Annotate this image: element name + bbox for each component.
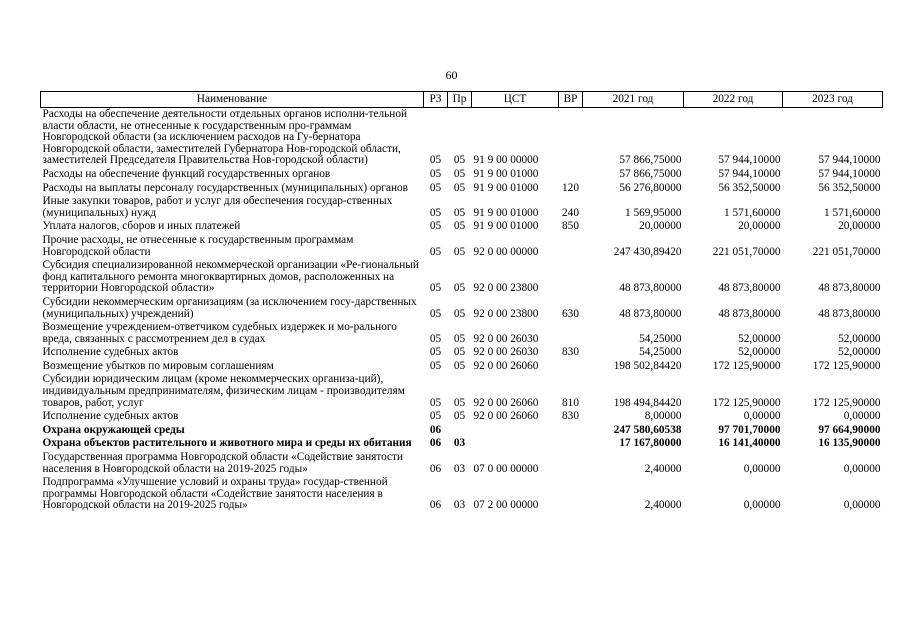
table-body — [41, 108, 883, 514]
row-2023: 20,00000 — [838, 220, 881, 233]
row-cst: 91 9 00 01000 — [473, 220, 539, 233]
table-row — [41, 346, 883, 360]
row-2022: 1 571,60000 — [724, 206, 781, 219]
row-pr: 05 — [453, 346, 466, 359]
table-row — [41, 360, 883, 374]
row-rz: 06 — [429, 437, 442, 450]
row-vr — [559, 451, 583, 476]
row-2023: 48 873,80000 — [818, 282, 881, 295]
table-row — [41, 220, 883, 234]
row-name: Иные закупки товаров, работ и услуг для обеспечения государ-ственных (муниципальных) нужд — [42, 195, 393, 219]
row-vr — [559, 168, 583, 182]
row-vr — [559, 360, 583, 374]
row-2021: 247 580,60538 — [613, 423, 682, 436]
row-rz: 05 — [429, 332, 442, 345]
row-2021: 8,00000 — [644, 410, 682, 423]
row-2022: 0,00000 — [743, 499, 781, 512]
row-2023: 57 944,10000 — [818, 167, 881, 180]
row-cst — [472, 437, 559, 451]
row-rz: 05 — [429, 346, 442, 359]
row-2021: 247 430,89420 — [613, 245, 682, 258]
row-rz: 05 — [429, 181, 442, 194]
row-name: Прочие расходы, не отнесенные к государственным программам Новгородской области — [42, 233, 354, 258]
table-row — [41, 437, 883, 451]
row-name: Исполнение судебных актов — [42, 346, 179, 359]
row-rz: 05 — [429, 282, 442, 295]
table-row — [41, 259, 883, 296]
page-number: 60 — [445, 68, 458, 82]
table-row — [41, 234, 883, 259]
row-rz: 06 — [429, 423, 442, 436]
row-vr — [559, 259, 583, 296]
row-pr: 05 — [453, 282, 466, 295]
row-2022: 57 944,10000 — [718, 167, 781, 180]
row-cst: 92 0 00 26060 — [473, 359, 539, 372]
table-row — [41, 373, 883, 410]
row-2022: 48 873,80000 — [718, 282, 781, 295]
table-row — [41, 424, 883, 438]
row-rz: 05 — [429, 220, 442, 233]
row-cst: 92 0 00 26060 — [473, 396, 539, 409]
row-pr: 03 — [453, 499, 466, 512]
row-pr: 05 — [453, 220, 466, 233]
row-2023: 57 944,10000 — [818, 154, 881, 167]
row-2023: 97 664,90000 — [818, 423, 881, 436]
row-2023: 0,00000 — [843, 410, 881, 423]
table-row — [41, 108, 883, 168]
budget-table — [40, 91, 883, 513]
row-2022: 97 701,70000 — [718, 423, 781, 436]
table-header-row — [41, 92, 883, 108]
row-pr: 05 — [453, 154, 466, 167]
header-rz: РЗ — [424, 92, 448, 108]
row-cst: 07 0 00 00000 — [473, 462, 539, 475]
row-2023: 172 125,90000 — [812, 396, 881, 409]
row-2021: 2,40000 — [644, 499, 682, 512]
row-2021: 48 873,80000 — [619, 307, 682, 320]
row-name: Государственная программа Новгородской области «Содействие занятости населения в Новгородской области на 2019-2025 годы» — [42, 451, 404, 475]
row-2021: 198 494,84420 — [613, 396, 682, 409]
row-cst: 91 9 00 00000 — [473, 154, 539, 167]
table-row — [41, 451, 883, 476]
row-name: Уплата налогов, сборов и иных платежей — [42, 220, 241, 233]
row-cst: 92 0 00 23800 — [473, 282, 539, 295]
row-rz: 06 — [429, 462, 442, 475]
row-2023: 48 873,80000 — [818, 307, 881, 320]
row-vr: 810 — [562, 396, 579, 409]
row-2022: 52,00000 — [738, 332, 781, 345]
row-pr: 05 — [453, 167, 466, 180]
row-vr: 830 — [562, 346, 579, 359]
row-2022: 221 051,70000 — [712, 245, 781, 258]
row-name: Исполнение судебных актов — [42, 410, 179, 423]
row-name: Охрана объектов растительного и животного мира и среды их обитания — [42, 437, 412, 450]
row-vr — [559, 424, 583, 438]
header-cst: ЦСТ — [472, 92, 559, 108]
row-vr: 630 — [562, 307, 579, 320]
row-name: Субсидии некоммерческим организациям (за исключением госу-дарственных (муниципальных) учреждений) — [42, 295, 417, 320]
row-cst: 92 0 00 26030 — [473, 332, 539, 345]
row-rz: 06 — [429, 499, 442, 512]
row-2023: 172 125,90000 — [812, 359, 881, 372]
row-2021: 17 167,80000 — [619, 437, 682, 450]
row-rz: 05 — [429, 307, 442, 320]
row-pr: 05 — [453, 359, 466, 372]
row-vr: 240 — [562, 206, 579, 219]
row-2023: 52,00000 — [838, 346, 881, 359]
row-2021: 2,40000 — [644, 462, 682, 475]
table-row — [41, 321, 883, 346]
table-row — [41, 195, 883, 220]
table-row — [41, 410, 883, 424]
row-pr: 03 — [453, 462, 466, 475]
row-vr — [559, 476, 583, 513]
row-rz: 05 — [429, 206, 442, 219]
row-vr — [559, 437, 583, 451]
row-2021: 20,00000 — [639, 220, 682, 233]
row-2023: 52,00000 — [838, 332, 881, 345]
row-2023: 221 051,70000 — [812, 245, 881, 258]
row-2022: 0,00000 — [743, 462, 781, 475]
row-rz: 05 — [429, 359, 442, 372]
row-name: Субсидии юридическим лицам (кроме некоммерческих организа-ций), индивидуальным предпринимателям, физическим лицам - производителям товаров, работ, услуг — [42, 373, 405, 409]
row-name: Подпрограмма «Улучшение условий и охраны труда» государ-ственной программы Новгородской области «Содействие занятости населения в Новгородской области на 2019-2025 годы» — [42, 476, 388, 512]
row-rz: 05 — [429, 245, 442, 258]
row-pr: 05 — [453, 245, 466, 258]
row-2022: 172 125,90000 — [712, 359, 781, 372]
row-cst — [472, 424, 559, 438]
row-pr: 05 — [453, 396, 466, 409]
row-2021: 1 569,95000 — [625, 206, 682, 219]
row-vr: 830 — [562, 410, 579, 423]
header-vr: ВР — [559, 92, 583, 108]
row-name: Субсидия специализированной некоммерческой организации «Ре-гиональный фонд капитального ремонта многоквартирных домов, расположенных на территории Новгородской области» — [42, 259, 419, 295]
row-cst: 91 9 00 01000 — [473, 206, 539, 219]
table-row — [41, 168, 883, 182]
table-row — [41, 182, 883, 196]
row-name: Охрана окружающей среды — [42, 423, 185, 436]
row-2023: 1 571,60000 — [824, 206, 881, 219]
row-2022: 57 944,10000 — [718, 154, 781, 167]
row-vr — [559, 108, 583, 168]
row-name: Возмещение убытков по мировым соглашениям — [42, 359, 274, 372]
row-name: Расходы на обеспечение функций государственных органов — [42, 167, 331, 180]
row-2023: 0,00000 — [843, 499, 881, 512]
header-2022: 2022 год — [684, 92, 783, 108]
row-rz: 05 — [429, 396, 442, 409]
row-pr: 05 — [453, 181, 466, 194]
row-cst: 92 0 00 26060 — [473, 410, 539, 423]
row-2023: 0,00000 — [843, 462, 881, 475]
row-2021: 198 502,84420 — [613, 359, 682, 372]
row-name: Расходы на обеспечение деятельности отдельных органов исполни-тельной власти области, не отнесенные к государственным про-граммам Новгородской области (за исключением расходов на Гу-бернатора Новгородской области, заместителей Губернатора Нов-городской области, заместителей Председателя Правительства Нов-городской области) — [42, 108, 408, 167]
row-2022: 48 873,80000 — [718, 307, 781, 320]
row-2022: 52,00000 — [738, 346, 781, 359]
table-row — [41, 476, 883, 513]
row-cst: 92 0 00 00000 — [473, 245, 539, 258]
row-2022: 172 125,90000 — [712, 396, 781, 409]
row-2021: 56 276,80000 — [619, 181, 682, 194]
row-2022: 20,00000 — [738, 220, 781, 233]
row-vr: 850 — [562, 220, 579, 233]
row-vr: 120 — [562, 181, 579, 194]
row-vr — [559, 321, 583, 346]
header-2023: 2023 год — [783, 92, 883, 108]
row-2023: 16 135,90000 — [818, 437, 881, 450]
row-2021: 48 873,80000 — [619, 282, 682, 295]
row-2021: 57 866,75000 — [619, 167, 682, 180]
row-2022: 56 352,50000 — [718, 181, 781, 194]
row-2021: 57 866,75000 — [619, 154, 682, 167]
row-pr: 05 — [453, 332, 466, 345]
row-rz: 05 — [429, 167, 442, 180]
row-cst: 91 9 00 01000 — [473, 181, 539, 194]
header-name: Наименование — [41, 92, 424, 108]
row-rz: 05 — [429, 154, 442, 167]
row-2021: 54,25000 — [639, 332, 682, 345]
row-cst: 07 2 00 00000 — [473, 499, 539, 512]
row-vr — [559, 234, 583, 259]
table-row — [41, 296, 883, 321]
row-name: Возмещение учреждением-ответчиком судебных издержек и мо-рального вреда, связанных с рассмотрением дел в судах — [42, 321, 397, 345]
row-pr: 03 — [453, 437, 466, 450]
row-rz: 05 — [429, 410, 442, 423]
header-pr: Пр — [448, 92, 472, 108]
row-pr — [448, 424, 472, 438]
header-2021: 2021 год — [583, 92, 684, 108]
row-pr: 05 — [453, 307, 466, 320]
row-2023: 56 352,50000 — [818, 181, 881, 194]
row-pr: 05 — [453, 410, 466, 423]
row-cst: 92 0 00 23800 — [473, 307, 539, 320]
row-cst: 91 9 00 01000 — [473, 167, 539, 180]
row-pr: 05 — [453, 206, 466, 219]
row-2022: 0,00000 — [743, 410, 781, 423]
row-name: Расходы на выплаты персоналу государственных (муниципальных) органов — [42, 181, 408, 194]
row-2021: 54,25000 — [639, 346, 682, 359]
row-2022: 16 141,40000 — [718, 437, 781, 450]
row-cst: 92 0 00 26030 — [473, 346, 539, 359]
